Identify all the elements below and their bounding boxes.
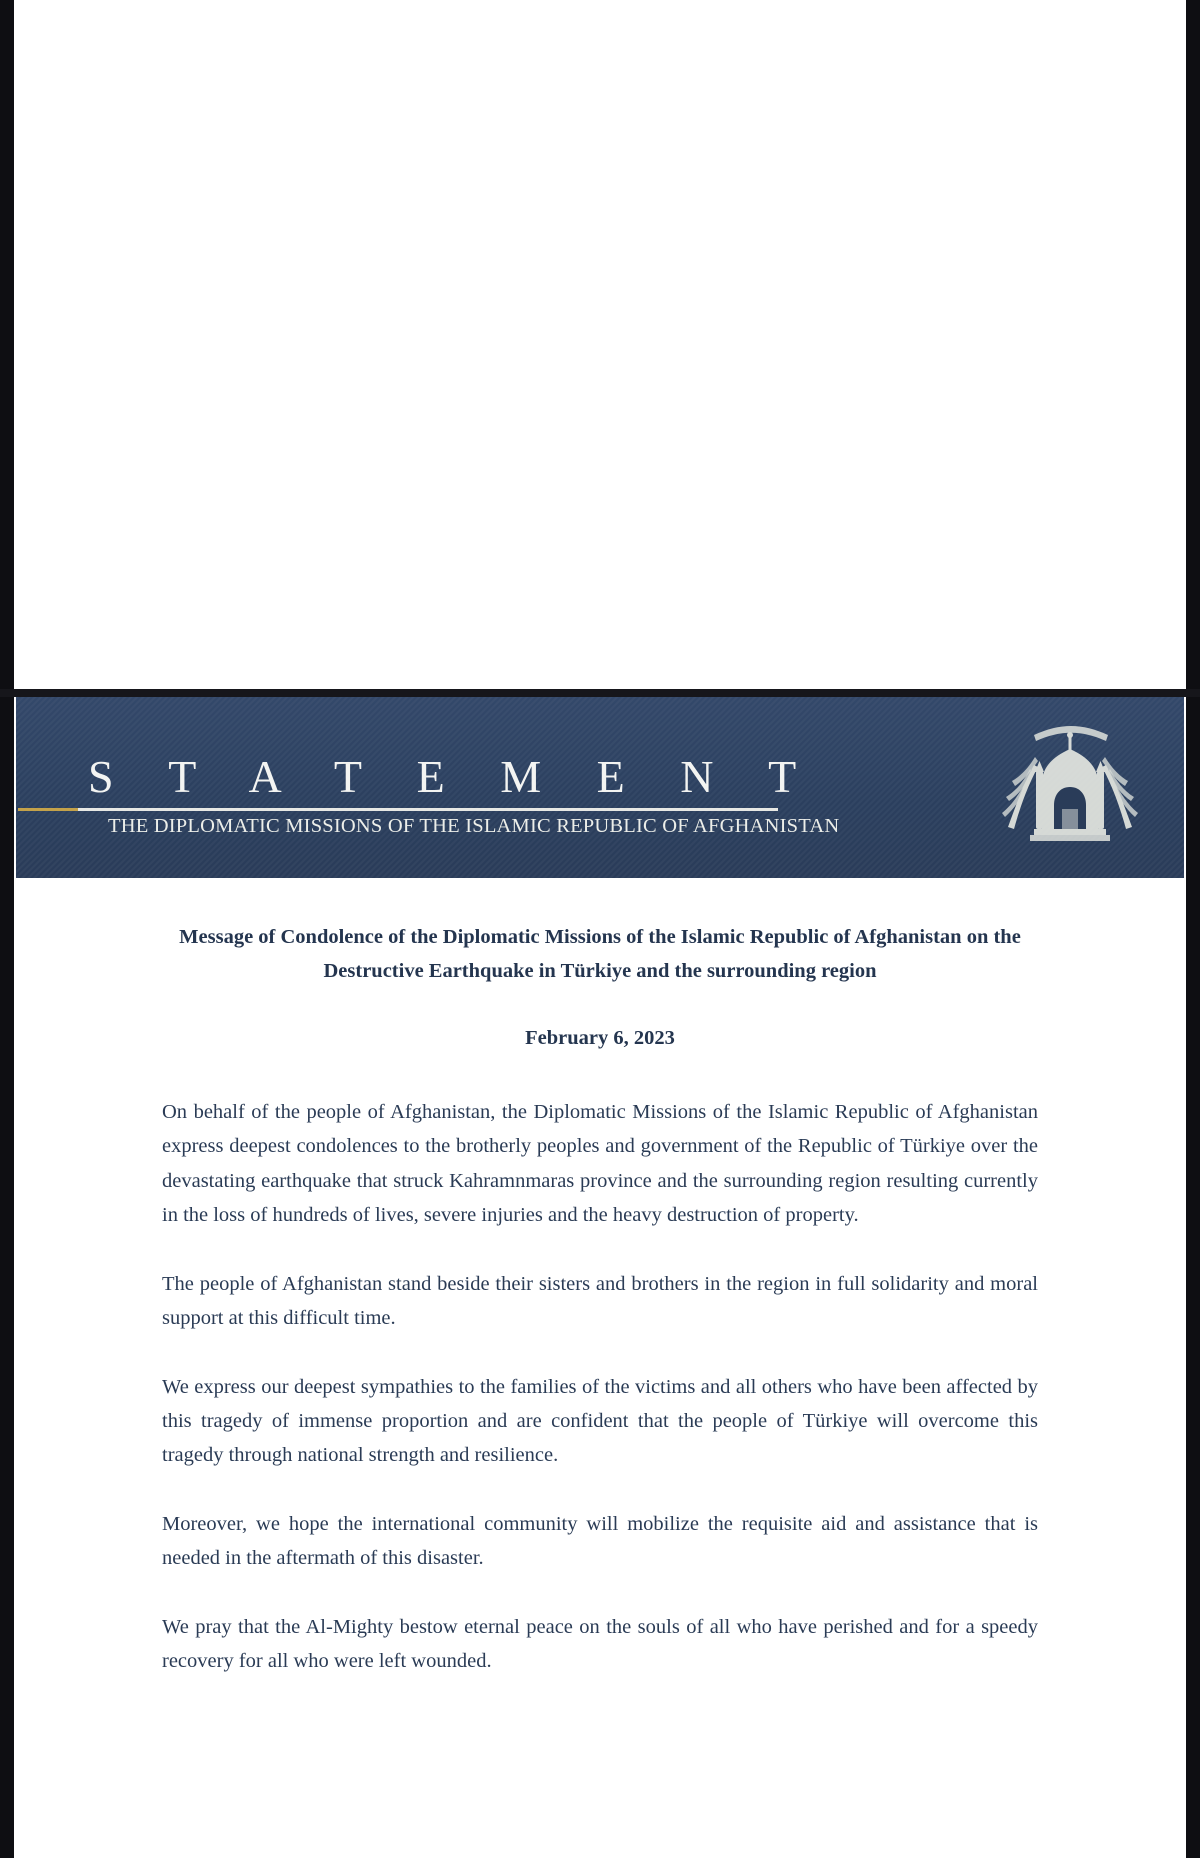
banner-subtitle: THE DIPLOMATIC MISSIONS OF THE ISLAMIC REPUBLIC OF AFGHANISTAN: [108, 815, 840, 837]
banner-title: S T A T E M E N T: [88, 751, 819, 802]
page-left-margin: [0, 0, 14, 1858]
afghanistan-national-emblem-icon: [990, 709, 1150, 869]
page-right-margin: [1186, 0, 1200, 1858]
document-banner: [16, 697, 1184, 878]
document-heading: Message of Condolence of the Diplomatic Missions of the Islamic Republic of Afghanistan on the Destructive Earthquake in Türkiye and the surrounding region: [179, 926, 1021, 983]
paragraph: The people of Afghanistan stand beside their sisters and brothers in the region in full solidarity and moral support at this difficult time.: [162, 1272, 1038, 1330]
document-content: [16, 878, 1184, 1679]
paragraph: On behalf of the people of Afghanistan, the Diplomatic Missions of the Islamic Republic of Afghanistan express deepest condolences to the brotherly peoples and government of the Republic of Türkiye over the devastating earthquake that struck Kahramnmaras province and the surrounding region resulting currently in the loss of hundreds of lives, severe injuries and the heavy destruction of property.: [162, 1100, 1038, 1227]
document-top-border: [0, 689, 1200, 697]
paragraph: We pray that the Al-Mighty bestow eternal peace on the souls of all who have perished and for a speedy recovery for all who were left wounded.: [162, 1615, 1038, 1673]
document-date: February 6, 2023: [525, 1026, 675, 1049]
banner-divider-rule: [78, 808, 778, 811]
paragraph: Moreover, we hope the international community will mobilize the requisite aid and assistance that is needed in the aftermath of this disaster.: [162, 1512, 1038, 1570]
paragraph: We express our deepest sympathies to the families of the victims and all others who have been affected by this tragedy of immense proportion and are confident that the people of Türkiye will overcome this tragedy through national strength and resilience.: [162, 1375, 1038, 1467]
statement-document: [16, 697, 1184, 1858]
